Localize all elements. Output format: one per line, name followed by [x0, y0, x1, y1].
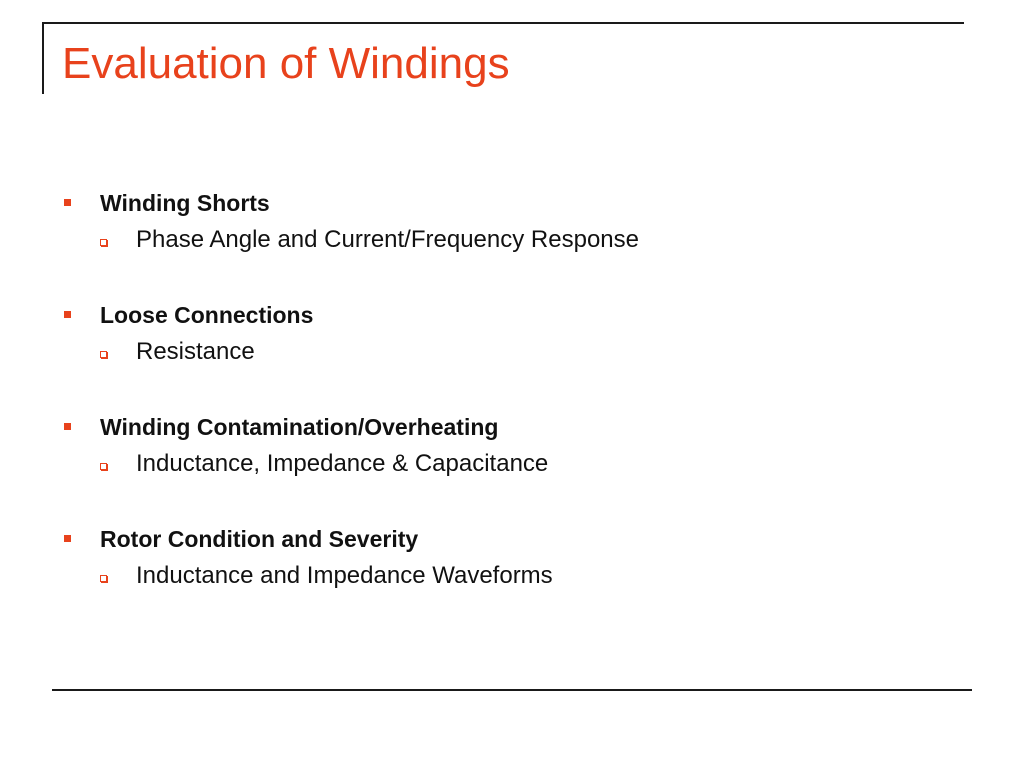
bullet-list: [62, 186, 962, 634]
bullet-heading-text: Rotor Condition and Severity: [100, 526, 419, 552]
sub-bullet: [62, 444, 962, 484]
sub-bullet-text: Inductance and Impedance Waveforms: [136, 562, 553, 589]
sub-bullet: [62, 556, 962, 596]
bullet-heading-text: Winding Shorts: [100, 190, 270, 216]
bullet-group: [62, 522, 962, 596]
top-rule: [42, 22, 964, 24]
hollow-square-bullet-icon: [100, 463, 107, 470]
slide-title: Evaluation of Windings: [62, 39, 510, 88]
sub-bullet-text: Inductance, Impedance & Capacitance: [136, 450, 549, 477]
sub-bullet-text: Resistance: [136, 338, 255, 365]
bullet-heading-text: Loose Connections: [100, 302, 314, 328]
bottom-rule: [52, 689, 972, 691]
sub-bullet-text: Phase Angle and Current/Frequency Response: [136, 226, 639, 253]
hollow-square-bullet-icon: [100, 351, 107, 358]
square-bullet-icon: [64, 535, 71, 542]
bullet-heading: [62, 298, 962, 332]
hollow-square-bullet-icon: [100, 239, 107, 246]
left-rule: [42, 22, 44, 94]
bullet-group: [62, 298, 962, 372]
bullet-heading: [62, 410, 962, 444]
sub-bullet: [62, 332, 962, 372]
hollow-square-bullet-icon: [100, 575, 107, 582]
bullet-group: [62, 186, 962, 260]
square-bullet-icon: [64, 311, 71, 318]
bullet-heading: [62, 522, 962, 556]
bullet-heading-text: Winding Contamination/Overheating: [100, 414, 499, 440]
square-bullet-icon: [64, 199, 71, 206]
sub-bullet: [62, 220, 962, 260]
bullet-group: [62, 410, 962, 484]
square-bullet-icon: [64, 423, 71, 430]
bullet-heading: [62, 186, 962, 220]
